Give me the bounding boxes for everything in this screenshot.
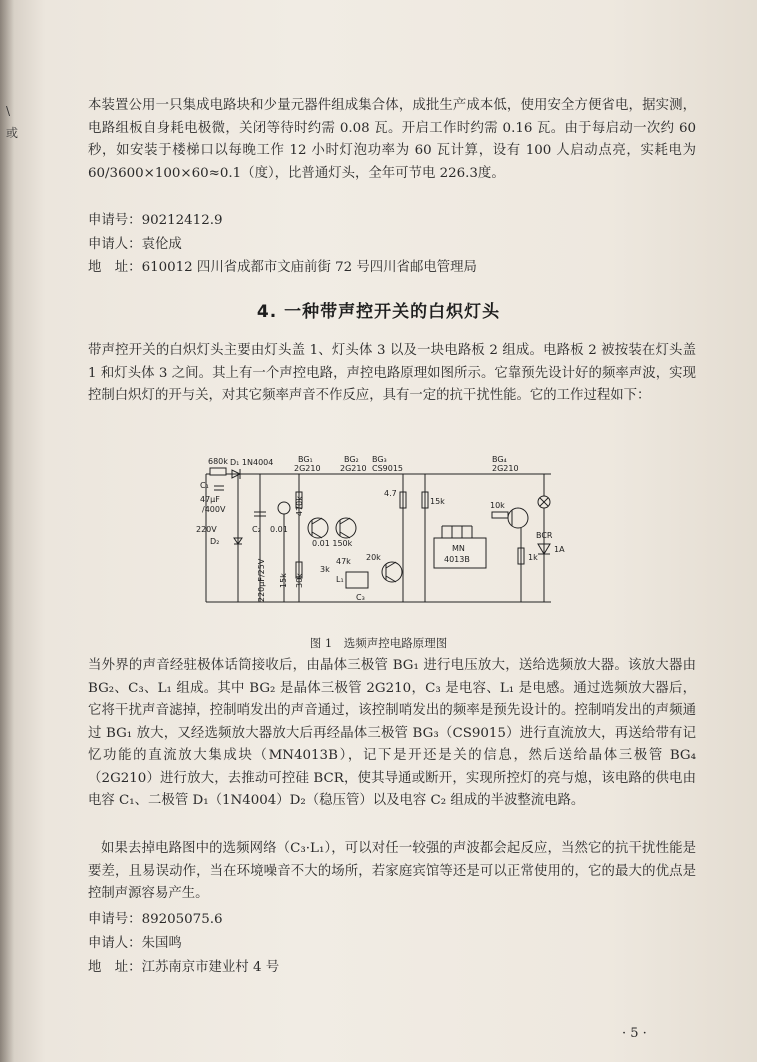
label-470k: 470k bbox=[295, 496, 304, 516]
circuit-diagram bbox=[196, 452, 580, 622]
section1-paragraph: 本装置公用一只集成电路块和少量元器件组成集合体，成批生产成本低，使用安全方便省电，据实测，电路组板自身耗电极微，关闭等待时约需 0.08 瓦。开启工作时约需 0.16 瓦。由于每启动一次约 60 秒，如安装于楼梯口以每晚工作 12 小时灯泡功率为 60 瓦计算，设有 100 人启动点亮，实耗电为 60/3600×100×60≈0.1（度），比普通灯头，全年可节电 226.3度。 bbox=[88, 98, 696, 181]
label-bg1: BG₁ bbox=[298, 455, 313, 464]
application-number-value: 89205075.6 bbox=[141, 912, 223, 927]
address-value: 江苏南京市建业村 4 号 bbox=[141, 960, 280, 975]
label-3k: 3k bbox=[320, 565, 330, 574]
label-220v: 220V bbox=[196, 525, 217, 534]
label-bg4-type: 2G210 bbox=[492, 464, 519, 473]
application-number-label: 申请号： bbox=[88, 912, 142, 927]
label-c3: C₃ bbox=[356, 593, 365, 602]
label-c1-voltage: /400V bbox=[202, 505, 226, 514]
label-d1: D₁ 1N4004 bbox=[230, 458, 274, 467]
section2-address bbox=[88, 956, 279, 975]
label-15k: 15k bbox=[279, 573, 288, 588]
label-0.01: 0.01 bbox=[270, 525, 288, 534]
section2-application-number bbox=[88, 908, 223, 927]
address-label: 地 址： bbox=[88, 260, 142, 275]
label-bg3-type: CS9015 bbox=[372, 464, 404, 473]
label-30k: 30k bbox=[295, 573, 304, 588]
label-4.7: 4.7 bbox=[384, 489, 397, 498]
address-value: 610012 四川省成都市文庙前街 72 号四川省邮电管理局 bbox=[141, 260, 477, 275]
section1-address bbox=[88, 256, 477, 275]
label-c2-value: 220μF/25V bbox=[257, 558, 266, 602]
label-20k: 20k bbox=[366, 553, 381, 562]
circuit-schematic bbox=[196, 452, 580, 622]
label-c2: C₂ bbox=[252, 525, 261, 534]
label-15k-2: 15k bbox=[430, 497, 445, 506]
label-bg4: BG₄ bbox=[492, 455, 507, 464]
label-1a: 1A bbox=[554, 545, 565, 554]
application-number-value: 90212412.9 bbox=[141, 213, 223, 228]
section1-application-number bbox=[88, 209, 223, 228]
label-l1: L₁ bbox=[336, 575, 344, 584]
section1-applicant bbox=[88, 233, 182, 252]
applicant-label: 申请人： bbox=[88, 237, 142, 252]
label-c1: C₁ bbox=[200, 481, 209, 490]
label-bg2-type: 2G210 bbox=[340, 464, 367, 473]
label-bg2: BG₂ bbox=[344, 455, 359, 464]
label-bcr: BCR bbox=[536, 531, 553, 540]
figure-caption: 图 1 选频声控电路原理图 bbox=[309, 636, 448, 650]
label-1k: 1k bbox=[528, 553, 538, 562]
label-150k: 0.01 150k bbox=[312, 539, 353, 548]
label-47k: 47k bbox=[336, 557, 351, 566]
margin-mark: 或 bbox=[6, 126, 19, 140]
applicant-value: 袁伦成 bbox=[141, 237, 182, 252]
section2-applicant bbox=[88, 932, 182, 951]
section-title: 4. 一种带声控开关的白炽灯头 bbox=[256, 302, 501, 322]
applicant-value: 朱国鸣 bbox=[141, 936, 182, 951]
label-bg1-type: 2G210 bbox=[294, 464, 321, 473]
page-number: · 5 · bbox=[622, 1026, 647, 1041]
label-c1-value: 47μF bbox=[200, 495, 220, 504]
label-bg3: BG₃ bbox=[372, 455, 387, 464]
label-680k: 680k bbox=[208, 457, 228, 466]
section2-intro: 带声控开关的白炽灯头主要由灯头盖 1、灯头体 3 以及一块电路板 2 组成。电路板 2 被按装在灯头盖 1 和灯头体 3 之间。其上有一个声控电路，声控电路原理如图所示。它靠预先设计好的频率声波，实现控制白炽灯的开与关，对其它频率声音不作反应，具有一定的抗干扰性能。它的工作过程如下： bbox=[88, 343, 696, 403]
label-mn: MN bbox=[452, 544, 465, 553]
label-4013b: 4013B bbox=[444, 555, 470, 564]
section2-body-2: 如果去掉电路图中的选频网络（C₃·L₁），可以对任一较强的声波都会起反应，当然它的抗干扰性能是要差，且易误动作，当在环境噪音不大的场所，若家庭宾馆等还是可以正常使用的，它的最大的优点是控制声源容易产生。 bbox=[88, 841, 696, 901]
application-number-label: 申请号： bbox=[88, 213, 142, 228]
margin-mark: \ bbox=[6, 104, 11, 118]
label-10k: 10k bbox=[490, 501, 505, 510]
applicant-label: 申请人： bbox=[88, 936, 142, 951]
label-d2: D₂ bbox=[210, 537, 220, 546]
section2-body: 当外界的声音经驻极体话筒接收后，由晶体三极管 BG₁ 进行电压放大，送给选频放大器。该放大器由 BG₂、C₃、L₁ 组成。其中 BG₂ 是晶体三极管 2G210，C₃ 是电容、L₁ 是电感。通过选频放大器后，它将干扰声音滤掉，控制哨发出的声音通过，该控制哨发出的频率是预先设计的。控制哨发出的声频通过 BG₁ 放大，又经选频放大器放大后再经晶体三极管 BG₃（CS9015）进行直流放大，再送给带有记忆功能的直流放大集成块（MN4013B），记下是开还是关的信息，然后送给晶体三极管 BG₄（2G210）进行放大，去推动可控硅 BCR，使其导通或断开，实现所控灯的亮与熄，该电路的供电由电容 C₁、二极管 D₁（1N4004）D₂（稳压管）以及电容 C₂ 组成的半波整流电路。 bbox=[88, 658, 696, 808]
address-label: 地 址： bbox=[88, 960, 142, 975]
